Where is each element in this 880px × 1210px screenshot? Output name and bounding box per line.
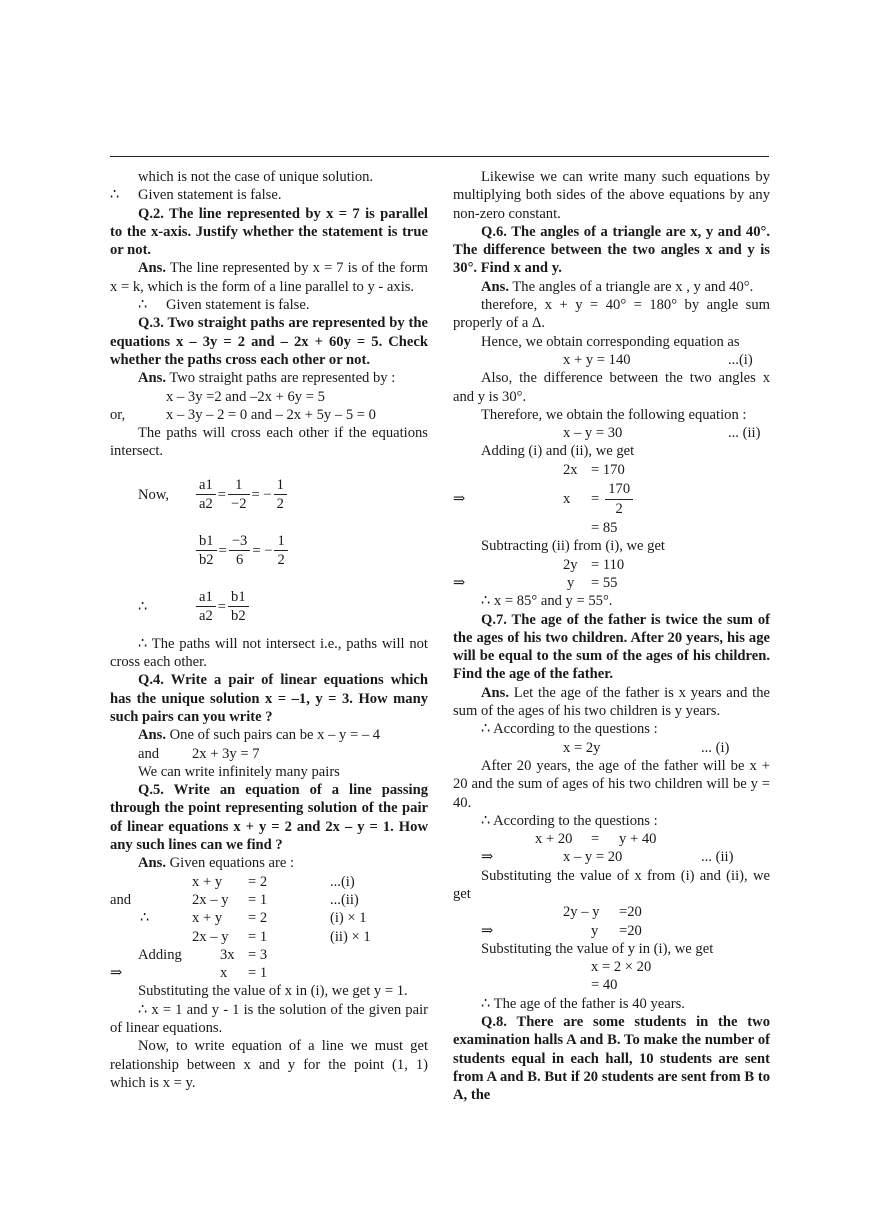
text-paragraph: Substituting the value of x from (i) and (ii), we get <box>453 867 770 902</box>
text-paragraph: Therefore, we obtain the following equation : <box>481 406 747 423</box>
equation-row: 2y – y =20 <box>563 904 642 921</box>
question-6: Q.6. The angles of a triangle are x, y and 40°. The difference between the two angles x and y is 30°. Find x and y. <box>453 223 770 277</box>
equation-row: = 85 <box>591 520 618 537</box>
equation-row: ∴ x + y = 2 (i) × 1 <box>140 910 367 927</box>
header-rule <box>110 156 769 157</box>
text-line: ∴ According to the questions : <box>481 812 658 829</box>
text-line: We can write infinitely many pairs <box>138 763 340 780</box>
text-paragraph: Hence, we obtain corresponding equation as <box>481 333 740 350</box>
text-now: Now, <box>138 486 170 503</box>
equation-row: ⇒ x – y = 20 ... (ii) <box>481 849 734 866</box>
answer-5: Ans. Given equations are : <box>138 855 295 872</box>
question-4: Q.4. Write a pair of linear equations which has the unique solution x = –1, y = 3. How many such pairs can you write ? <box>110 672 428 725</box>
therefore-symbol: ∴ <box>138 297 148 314</box>
equation-row: x – y = 30 ... (ii) <box>563 425 761 442</box>
equation-row: x + 20 = y + 40 <box>535 831 657 848</box>
equation-row: and 2x – y = 1 ...(ii) <box>110 891 359 908</box>
equation-row: 2x – y = 1 (ii) × 1 <box>192 928 371 945</box>
right-column <box>453 168 770 1105</box>
equation-line: x – 3y =2 and –2x + 6y = 5 <box>166 388 325 405</box>
answer-2: Ans. The line represented by x = 7 is of the form x = k, which is the form of a line parallel to y - axis. <box>110 260 428 295</box>
text-paragraph: The paths will cross each other if the equations intersect. <box>110 425 428 460</box>
text-line: Given statement is false. <box>166 297 310 314</box>
text-paragraph: Now, to write equation of a line we must get relationship between x and y for the point (1, 1) which is x = y. <box>110 1038 428 1091</box>
equation-row: ⇒ y =20 <box>481 922 642 939</box>
text-paragraph: After 20 years, the age of the father will be x + 20 and the sum of ages of his two children will be y = 40. <box>453 757 770 811</box>
text-line: Adding (i) and (ii), we get <box>481 443 635 460</box>
text-or: or, <box>110 406 126 423</box>
question-8: Q.8. There are some students in the two examination halls A and B. To make the number of students equal in each hall, 10 students are sent from A and B. But if 20 students are sent from B to A, the <box>453 1014 770 1104</box>
equation-row: 2y = 110 <box>563 556 625 573</box>
text-paragraph: Likewise we can write many such equations by multiplying both sides of the above equations by any non-zero constant. <box>453 169 770 222</box>
text-paragraph: ∴ The paths will not intersect i.e., paths will not cross each other. <box>110 635 428 671</box>
equation-row: ⇒ y = 55 <box>453 574 618 591</box>
ratio-b: $\frac{b1}{b2}$ = $\frac{-3}{6}$ = − $\frac{1}{2}$ <box>110 523 428 579</box>
text-line: Subtracting (ii) from (i), we get <box>481 538 665 555</box>
fraction-row: ⇒ x = $\frac{170}{2}$ <box>453 479 770 519</box>
text-paragraph: ∴ x = 1 and y - 1 is the solution of the given pair of linear equations. <box>110 1001 428 1036</box>
equation-line: x – 3y – 2 = 0 and – 2x + 5y – 5 = 0 <box>166 406 376 423</box>
answer-4: Ans. One of such pairs can be x – y = – 4 <box>138 727 381 744</box>
equation-row: x = 2 × 20 <box>591 959 652 976</box>
question-7: Q.7. The age of the father is twice the sum of the ages of his two children. After 20 years, his age will be equal to the sum of the ages of his children. Find the age of the father. <box>453 611 770 683</box>
question-5: Q.5. Write an equation of a line passing through the point representing solution of the pair of linear equations x + y = 2 and 2x – y = 1. How any such lines can we find ? <box>110 782 428 854</box>
text-line: ∴ x = 85° and y = 55°. <box>481 593 613 610</box>
equation-row: = 40 <box>591 977 618 994</box>
question-3: Q.3. Two straight paths are represented by the equations x – 3y = 2 and – 2x + 60y = 5. Check whether the paths cross each other or not. <box>110 315 428 368</box>
text-paragraph: Substituting the value of x in (i), we get y = 1. <box>138 983 408 1000</box>
equation-row: x = 2y ... (i) <box>563 739 730 756</box>
therefore-symbol: ∴ <box>110 187 120 204</box>
text-paragraph: therefore, x + y = 40° = 180° by angle sum properly of a Δ. <box>453 297 770 332</box>
equation-row: x + y = 140 ...(i) <box>563 351 753 368</box>
equation-line: 2x + 3y = 7 <box>192 745 260 762</box>
text-line: ∴ According to the questions : <box>481 721 658 738</box>
equation-row: 2x = 170 <box>563 461 625 478</box>
equation-row: x + y = 2 ...(i) <box>192 873 355 890</box>
equation-row: ⇒ x = 1 <box>110 965 268 982</box>
answer-6: Ans. The angles of a triangle are x , y and 40°. <box>481 278 754 295</box>
text-line: Substituting the value of y in (i), we get <box>481 940 714 957</box>
left-column: which is not the case of unique solution. ∴ Given statement is false. Q.2. The line represented by x = 7 is parallel to the x-axis. Justify whether the statement is true or not. Ans. The line represented by x = 7 is of the form x = k, which is the form of a line parallel to y - axis. ∴ Given statement is false. Q.3. Two straight paths are represented by the equations x – 3y = 2 and – 2x + 60y = 5. Check whether the paths cross each other or not. Ans. Two straight paths are represented by : x – 3y =2 and –2x + 6y = 5 or, x – 3y – 2 = 0 and – 2x + 5y – 5 = 0 The paths will cross each other if the equations intersect. Now, $\frac{a1}{a2}$ = $\frac{1}{-2}$ = − $\frac{1}{2}$ $\frac{b1}{b2}$ = $\frac{-3}{6}$ = − $\frac{1}{2}$ ∴ $\frac{a1}{a2}$ = $\frac{b1}{b2}$ ∴ The paths will not intersect i.e., paths will not cross each other. Q.4. Write a pair of linear equations which has the unique solution x = –1, y = 3. How many such pairs can you write ? Ans. One of such pairs can be x – y = – 4 and 2x + 3y = 7 We can write infinitely many pairs Q.5. Write an equation of a line passing through the point representing solution of the pair of linear equations x + y = 2 and 2x – y = 1. How any such lines can we find ? Ans. Given equations are : x + y = 2 ...(i) and 2x – y = 1 ...(ii) ∴ x + y = 2 (i) × 1 2x – y = 1 (ii) × 1 Adding 3x = 3 ⇒ x = 1 Substituting the value of x in (i), we get y = 1. ∴ x = 1 and y - 1 is the solution of the given pair of linear equations. Now, to write equation of a line we must get relationship between x and y for the point (1, 1) which is x = y. <box>110 169 428 1091</box>
text-line: ∴ The age of the father is 40 years. <box>481 995 685 1012</box>
ratio-a: Now, $\frac{a1}{a2}$ = $\frac{1}{-2}$ = − $\frac{1}{2}$ <box>110 467 428 523</box>
text-line: which is not the case of unique solution. <box>138 169 374 185</box>
answer-7: Ans. Let the age of the father is x years and the sum of the ages of his two children is y years. <box>453 684 770 720</box>
text-paragraph: Also, the difference between the two angles x and y is 30°. <box>453 370 770 405</box>
text-line: Given statement is false. <box>138 187 282 204</box>
question-2: Q.2. The line represented by x = 7 is parallel to the x-axis. Justify whether the statement is true or not. <box>110 205 428 259</box>
ratio-conclusion: ∴ $\frac{a1}{a2}$ = $\frac{b1}{b2}$ <box>110 579 428 635</box>
answer-3: Ans. Two straight paths are represented by : <box>138 370 396 387</box>
equation-row: Adding 3x = 3 <box>138 946 268 963</box>
